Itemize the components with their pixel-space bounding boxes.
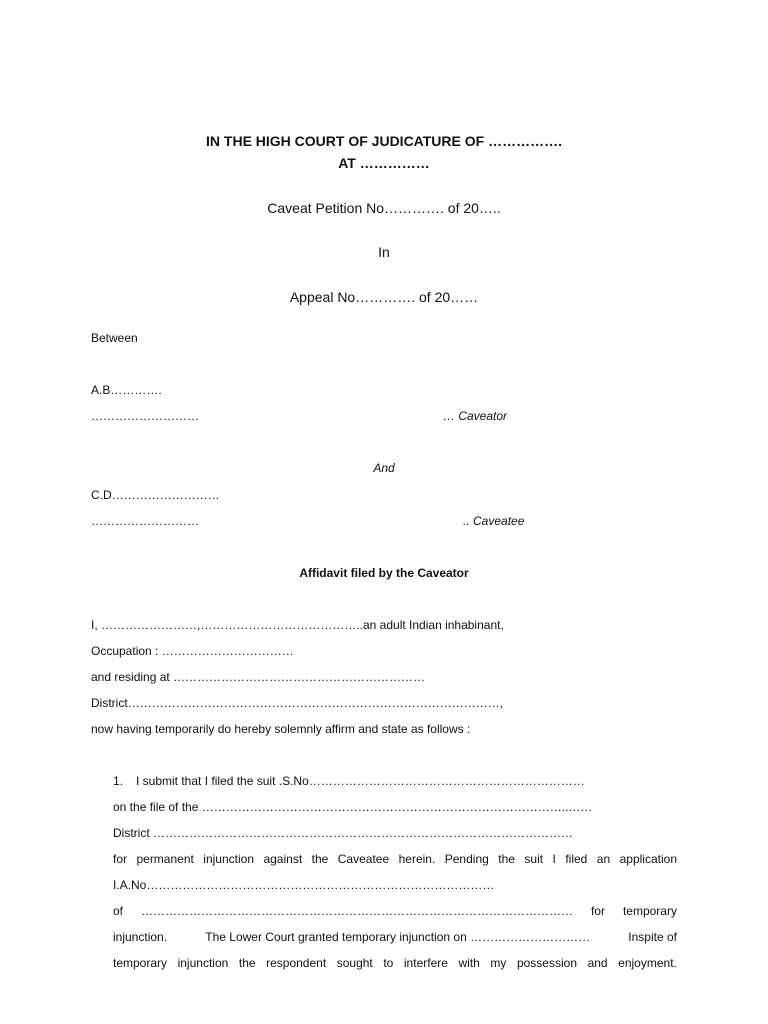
line8-word: my [490, 956, 507, 970]
paragraph-line-3: District …………………………………………………………………………………………… [113, 826, 573, 840]
paragraph-line-2: on the file of the ………………………………………………………………………………..…… [113, 800, 593, 814]
paragraph-line-4: for permanent injunction against the Caveatee herein. Pending the suit I filed an application [113, 852, 677, 866]
line7-word: The Lower Court granted temporary injunction on ………………………… [205, 930, 591, 944]
line8-word: possession [516, 956, 577, 970]
line8-word: enjoyment. [618, 956, 677, 970]
caveator-dots: ……………………… [91, 409, 199, 423]
appeal-line: Appeal No…………. of 20…… [289, 289, 479, 305]
caveat-petition-line: Caveat Petition No…………. of 20….. [267, 200, 501, 216]
caveatee-dots: ……………………… [91, 514, 199, 528]
affidavit-line-district: District…………………………………………………………………………………, [91, 696, 503, 710]
affidavit-line-name: I, ……………………,…………………………………..an adult Indian inhabinant, [91, 618, 504, 632]
court-heading-line1: IN THE HIGH COURT OF JUDICATURE OF ……………. [206, 133, 562, 149]
line6-word: of [113, 904, 124, 918]
caveatee-name: C.D……………………… [91, 488, 220, 502]
and-label: And [373, 461, 395, 475]
caveator-name: A.B…………. [91, 383, 162, 397]
line8-word: injunction [177, 956, 229, 970]
paragraph-number: 1. [113, 774, 124, 788]
in-label: In [378, 244, 390, 260]
paragraph-line-7 [113, 929, 677, 945]
line7-word: Inspite of [628, 930, 677, 944]
caveatee-label: .. Caveatee [463, 514, 525, 528]
line8-word: the [238, 956, 256, 970]
paragraph-line-1: I submit that I filed the suit .S.No…………………………………………………………… [136, 774, 585, 788]
court-heading-line2: AT …………… [338, 155, 430, 171]
line6-word: for [590, 904, 605, 918]
paragraph-line-8 [113, 955, 677, 971]
affidavit-line-occupation: Occupation : …………………………… [91, 644, 294, 658]
between-label: Between [91, 331, 138, 345]
affidavit-line-residing: and residing at ……………………………………………………… [91, 670, 426, 684]
line8-word: and [587, 956, 608, 970]
affidavit-title: Affidavit filed by the Caveator [299, 566, 469, 580]
line8-word: with [458, 956, 480, 970]
caveator-label: … Caveator [443, 409, 508, 423]
line8-word: respondent [266, 956, 327, 970]
paragraph-line-5: I.A.No…………………………………………………………………………… [113, 878, 495, 892]
line8-word: interfere [403, 956, 448, 970]
line8-word: to [383, 956, 394, 970]
line8-word: sought [336, 956, 373, 970]
line6-word: ……………………………………………………………………………………………… [140, 904, 573, 918]
line7-word: injunction. [113, 930, 168, 944]
paragraph-line-6 [113, 903, 677, 919]
line6-word: temporary [622, 904, 677, 918]
affidavit-line-affirm: now having temporarily do hereby solemnly affirm and state as follows : [91, 722, 471, 736]
line8-word: temporary [113, 956, 168, 970]
